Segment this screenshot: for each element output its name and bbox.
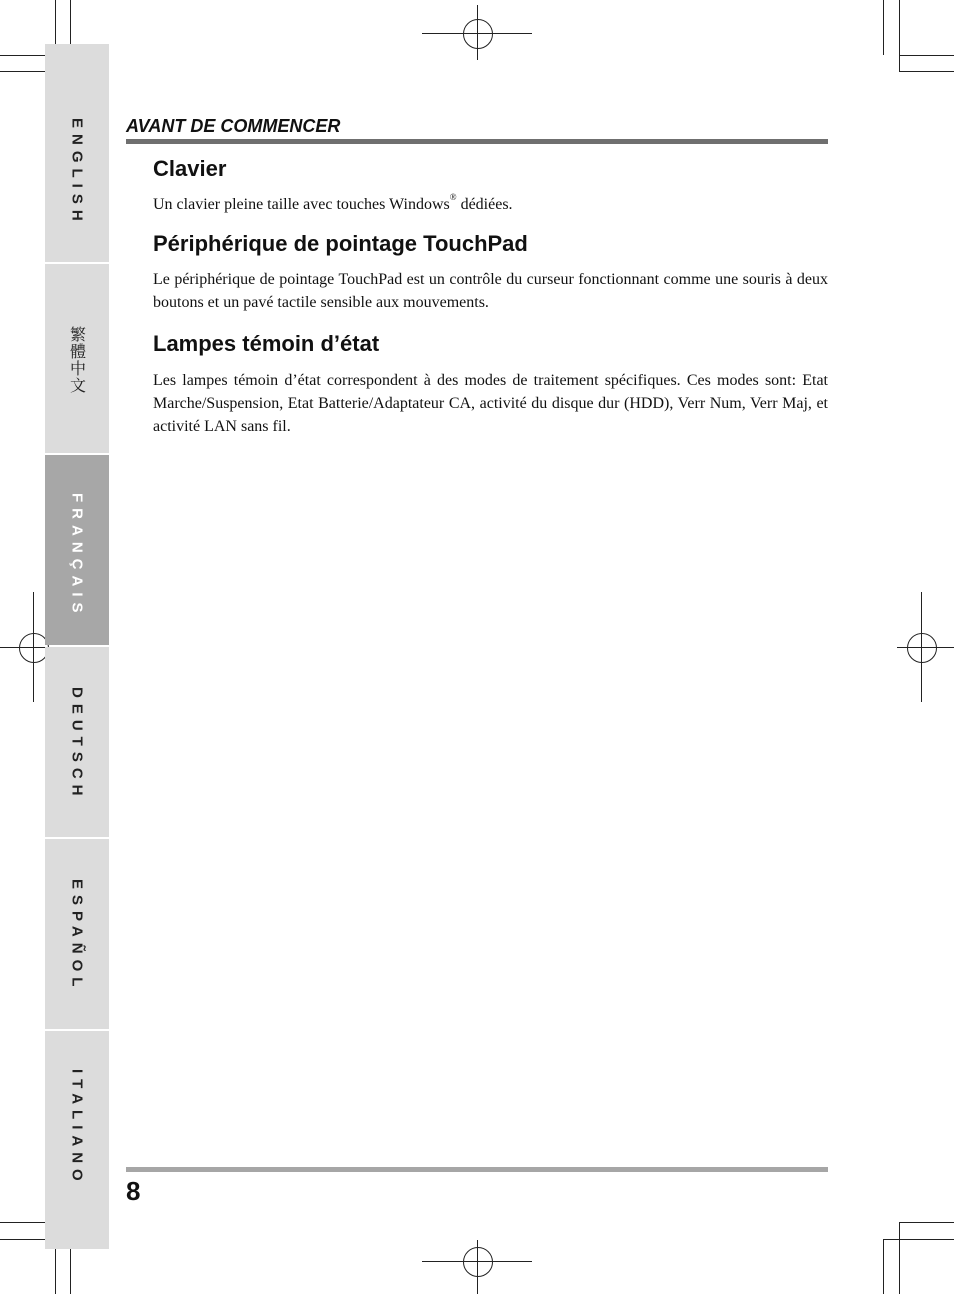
section-touchpad bbox=[153, 229, 828, 314]
chapter-title: AVANT DE COMMENCER bbox=[126, 116, 341, 136]
crop-mark bbox=[883, 1239, 884, 1294]
page-content bbox=[153, 152, 828, 438]
footer-rule bbox=[126, 1167, 828, 1172]
tab-italiano[interactable] bbox=[45, 1031, 109, 1249]
tab-label: DEUTSCH bbox=[68, 687, 86, 802]
section-heading: Périphérique de pointage TouchPad bbox=[153, 231, 528, 256]
crop-mark bbox=[899, 55, 954, 56]
body-text: Un clavier pleine taille avec touches Windows bbox=[153, 196, 450, 213]
registration-circle bbox=[463, 1247, 493, 1277]
body-text: dédiées. bbox=[456, 196, 513, 213]
language-tabs bbox=[45, 44, 109, 1249]
section-body bbox=[153, 193, 828, 216]
tab-label: FRANÇAIS bbox=[68, 493, 86, 619]
registration-circle bbox=[907, 633, 937, 663]
tab-label: ENGLISH bbox=[68, 118, 86, 227]
tab-label: ITALIANO bbox=[68, 1069, 86, 1187]
tab-label: ESPAÑOL bbox=[68, 879, 86, 993]
section-body: Les lampes témoin d’état correspondent à des modes de traitement spécifiques. Ces modes sont: Etat Marche/Suspension, Etat Batterie/Adaptateur CA, activité du disque dur (HDD), Verr Num, Verr Maj, et activité LAN sans fil. bbox=[153, 372, 828, 435]
tab-english[interactable] bbox=[45, 44, 109, 262]
section-heading: Clavier bbox=[153, 156, 227, 181]
crop-mark bbox=[899, 1222, 900, 1294]
section-status-lights bbox=[153, 329, 828, 438]
registration-circle bbox=[463, 19, 493, 49]
section-heading: Lampes témoin d’état bbox=[153, 331, 380, 356]
crop-mark bbox=[883, 0, 884, 55]
registered-mark: ® bbox=[449, 192, 457, 202]
header-rule bbox=[126, 139, 828, 144]
tab-espanol[interactable] bbox=[45, 839, 109, 1029]
tab-deutsch[interactable] bbox=[45, 647, 109, 837]
page-number: 8 bbox=[126, 1176, 141, 1206]
crop-mark bbox=[899, 1222, 954, 1223]
tab-traditional-chinese[interactable] bbox=[45, 264, 109, 453]
crop-mark bbox=[883, 1239, 954, 1240]
crop-mark bbox=[899, 71, 954, 72]
tab-francais[interactable] bbox=[45, 455, 109, 645]
crop-mark bbox=[899, 0, 900, 72]
section-body: Le périphérique de pointage TouchPad est un contrôle du curseur fonctionnant comme une souris à deux boutons et un pavé tactile sensible aux mouvements. bbox=[153, 271, 828, 311]
tab-label: 繁體中文 bbox=[67, 326, 87, 394]
section-keyboard bbox=[153, 154, 828, 216]
